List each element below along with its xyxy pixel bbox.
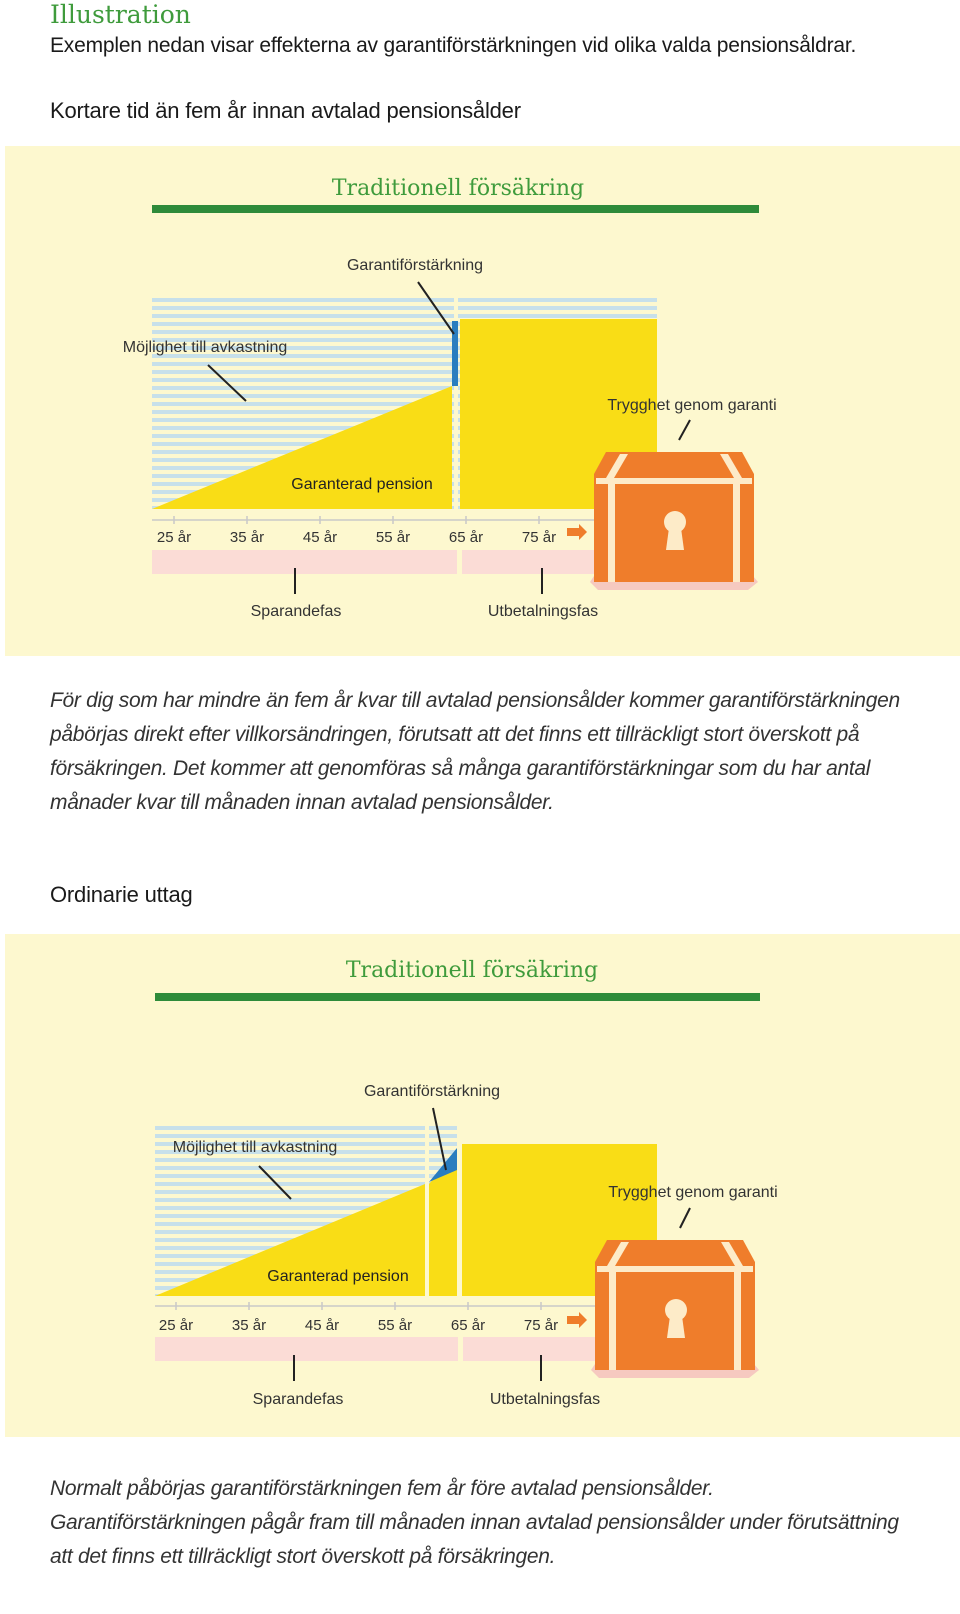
saving-phase-band: [155, 1337, 458, 1361]
age-label: 45 år: [304, 1317, 340, 1334]
label-guaranteed-pension: Garanterad pension: [267, 1268, 409, 1285]
intro-text: Exemplen nedan visar effekterna av garantiförstärkningen vid olika valda pensionsåldrar.: [50, 34, 857, 57]
section-title-ordinary: Ordinarie uttag: [50, 882, 193, 907]
saving-phase-band: [152, 550, 457, 574]
heading-bar: [152, 205, 759, 213]
description-ordinary: Normalt påbörjas garantiförstärkningen fem år före avtalad pensionsålder. Garantiförstärkningen pågår fram till månaden innan avtalad pensionsålder under förutsättning att det finns ett tillräckligt stort överskott på försäkringen.: [50, 1477, 899, 1568]
age-label: 45 år: [302, 529, 338, 546]
label-saving-phase: Sparandefas: [252, 1391, 344, 1408]
diagram-short: [5, 146, 960, 656]
label-security: Trygghet genom garanti: [607, 397, 777, 414]
description-short: För dig som har mindre än fem år kvar till avtalad pensionsålder kommer garantiförstärkningen påbörjas direkt efter villkorsändringen, förutsatt att det finns ett tillräckligt stort överskott på försäkringen. Det kommer att genomföras så många garantiförstärkningar som du har antal månader kvar till månaden innan avtalad pensionsålder.: [50, 689, 900, 814]
heading-bar: [155, 993, 760, 1001]
boost-start-gap: [425, 1124, 429, 1296]
label-payout-phase: Utbetalningsfas: [487, 603, 599, 620]
age-label: 75 år: [523, 1317, 559, 1334]
treasure-chest-icon: [590, 452, 758, 590]
age-label: 25 år: [156, 529, 192, 546]
label-guarantee-boost: Garantiförstärkning: [346, 257, 484, 274]
label-guaranteed-pension: Garanterad pension: [291, 476, 433, 493]
age-label: 75 år: [521, 529, 557, 546]
label-saving-phase: Sparandefas: [250, 603, 342, 620]
age-label: 35 år: [229, 529, 265, 546]
page-heading: Illustration: [50, 0, 191, 29]
pointer-security: [680, 1208, 690, 1228]
axis-ticks: [159, 1302, 558, 1334]
label-guarantee-boost: Garantiförstärkning: [363, 1083, 501, 1100]
retirement-gap: [457, 1124, 462, 1296]
diagram-svg: [5, 934, 960, 1437]
age-label: 25 år: [158, 1317, 194, 1334]
right-arrow-icon: [567, 1312, 587, 1328]
diagram-heading: Traditionell försäkring: [331, 176, 585, 201]
diagram-heading: Traditionell försäkring: [345, 958, 599, 983]
treasure-chest-icon: [591, 1240, 759, 1378]
section-title-short: Kortare tid än fem år innan avtalad pensionsålder: [50, 98, 521, 123]
label-return-opportunity: Möjlighet till avkastning: [172, 1139, 338, 1156]
age-label: 55 år: [375, 529, 411, 546]
right-arrow-icon: [567, 524, 587, 540]
pointer-security: [679, 420, 690, 440]
diagram-svg: [5, 146, 960, 656]
age-label: 65 år: [450, 1317, 486, 1334]
label-return-opportunity: Möjlighet till avkastning: [122, 339, 288, 356]
label-security: Trygghet genom garanti: [608, 1184, 778, 1201]
label-payout-phase: Utbetalningsfas: [489, 1391, 601, 1408]
age-label: 65 år: [448, 529, 484, 546]
age-label: 35 år: [231, 1317, 267, 1334]
diagram-ordinary: [5, 934, 960, 1437]
age-label: 55 år: [377, 1317, 413, 1334]
